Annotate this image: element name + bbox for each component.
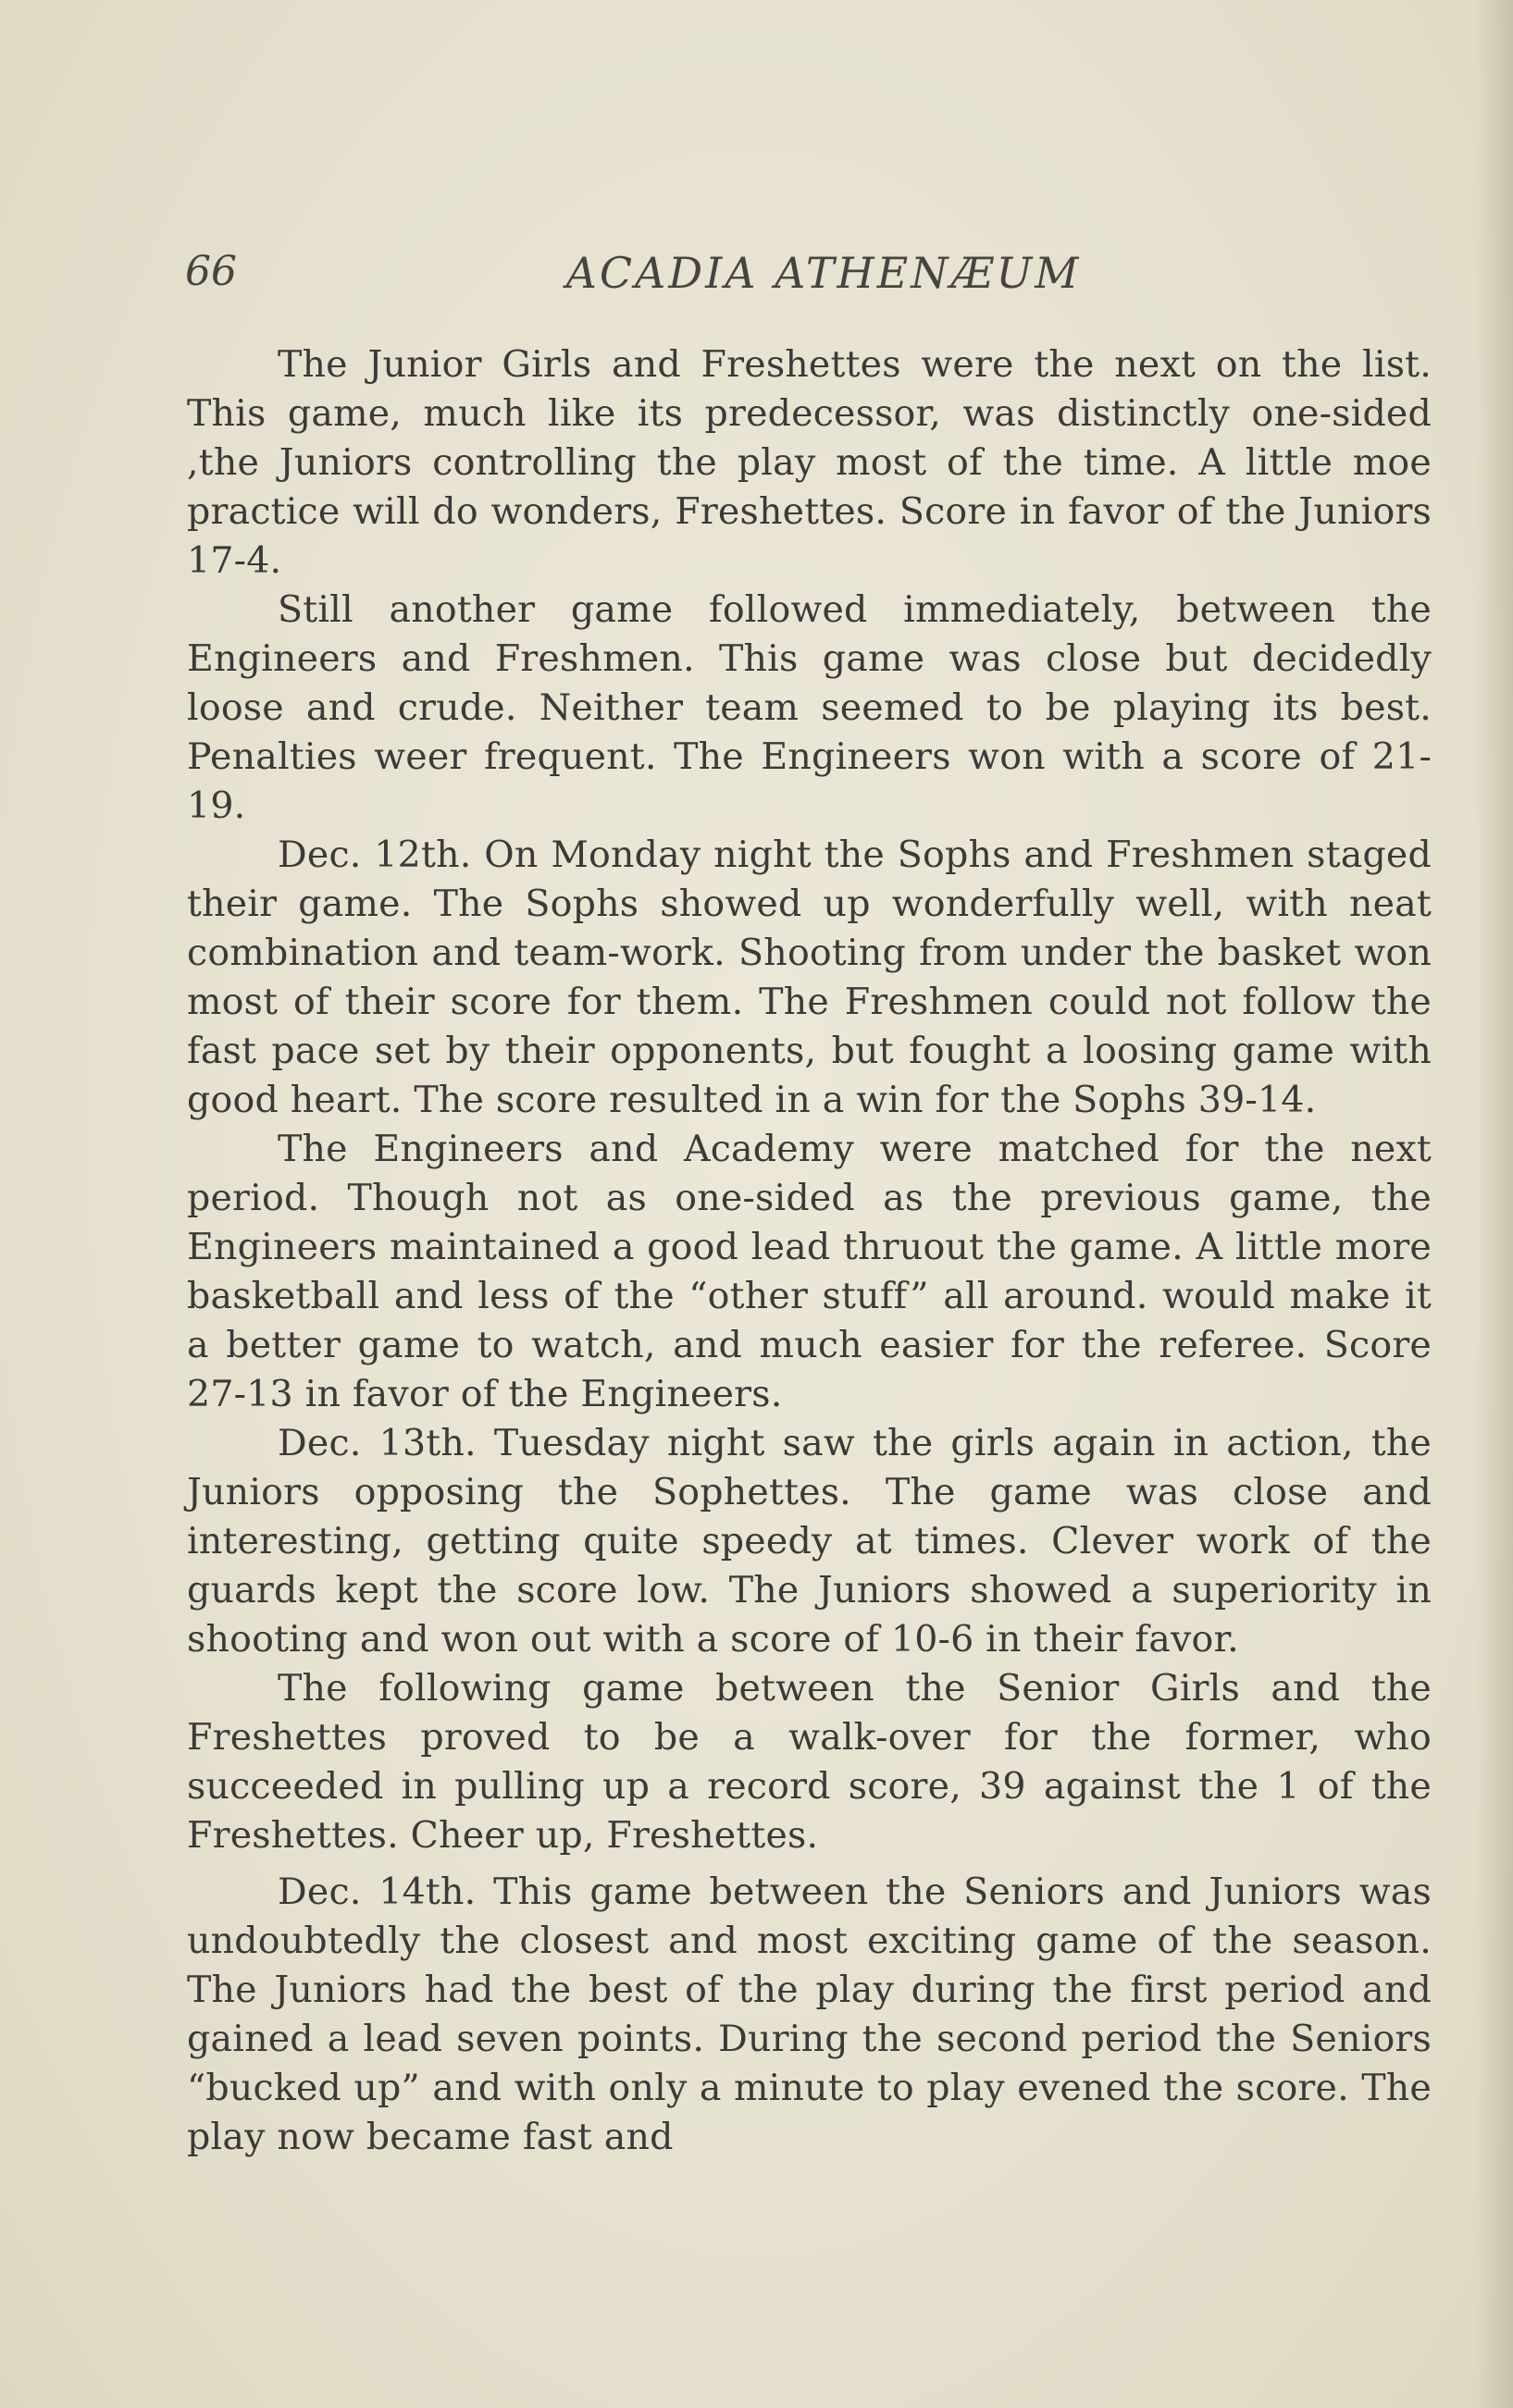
page-edge-shadow — [1476, 0, 1513, 2408]
running-title: ACADIA ATHENÆUM — [565, 248, 1082, 298]
paragraph: The following game between the Senior Girls and the Freshettes proved to be a walk-over for the former, who succeeded in pulling up a record score, 39 against the 1 of the Freshettes. Cheer up, Freshettes. — [187, 1667, 1432, 1857]
paragraph: The Junior Girls and Freshettes were the next on the list. This game, much like its predecessor, was distinctly one-sided ,the Juniors controlling the play most of the time. A little moe practice will do wonders, Freshettes. Score in favor of the Juniors 17-4. — [187, 343, 1432, 582]
paragraph: Dec. 14th. This game between the Seniors and Juniors was undoubtedly the closest and most exciting game of the season. The Juniors had the best of the play during the first period and gained a lead seven points. During the second period the Seniors “bucked up” and with only a minute to play evened the score. The play now became fast and — [187, 1871, 1432, 2158]
paragraph: Still another game followed immediately, between the Engineers and Freshmen. This game was close but decidedly loose and crude. Neither team seemed to be playing its best. Penalties weer frequent. The Engineers won with a score of 21-19. — [187, 588, 1432, 827]
article-body — [187, 340, 1432, 2162]
page-header — [185, 248, 1430, 303]
paragraph: Dec. 13th. Tuesday night saw the girls again in action, the Juniors opposing the Sophettes. The game was close and interesting, getting quite speedy at times. Clever work of the guards kept the score low. The Juniors showed a superiority in shooting and won out with a score of 10-6 in their favor. — [187, 1422, 1432, 1661]
paragraph: Dec. 12th. On Monday night the Sophs and Freshmen staged their game. The Sophs showed up wonderfully well, with neat combination and team-work. Shooting from under the basket won most of their score for them. The Freshmen could not follow the fast pace set by their opponents, but fought a loosing game with good heart. The score resulted in a win for the Sophs 39-14. — [187, 834, 1432, 1121]
page-number: 66 — [185, 248, 237, 295]
paragraph: The Engineers and Academy were matched for the next period. Though not as one-sided as the previous game, the Engineers maintained a good lead thruout the game. A little more basketball and less of the “other stuff” all around. would make it a better game to watch, and much easier for the referee. Score 27-13 in favor of the Engineers. — [187, 1128, 1432, 1415]
